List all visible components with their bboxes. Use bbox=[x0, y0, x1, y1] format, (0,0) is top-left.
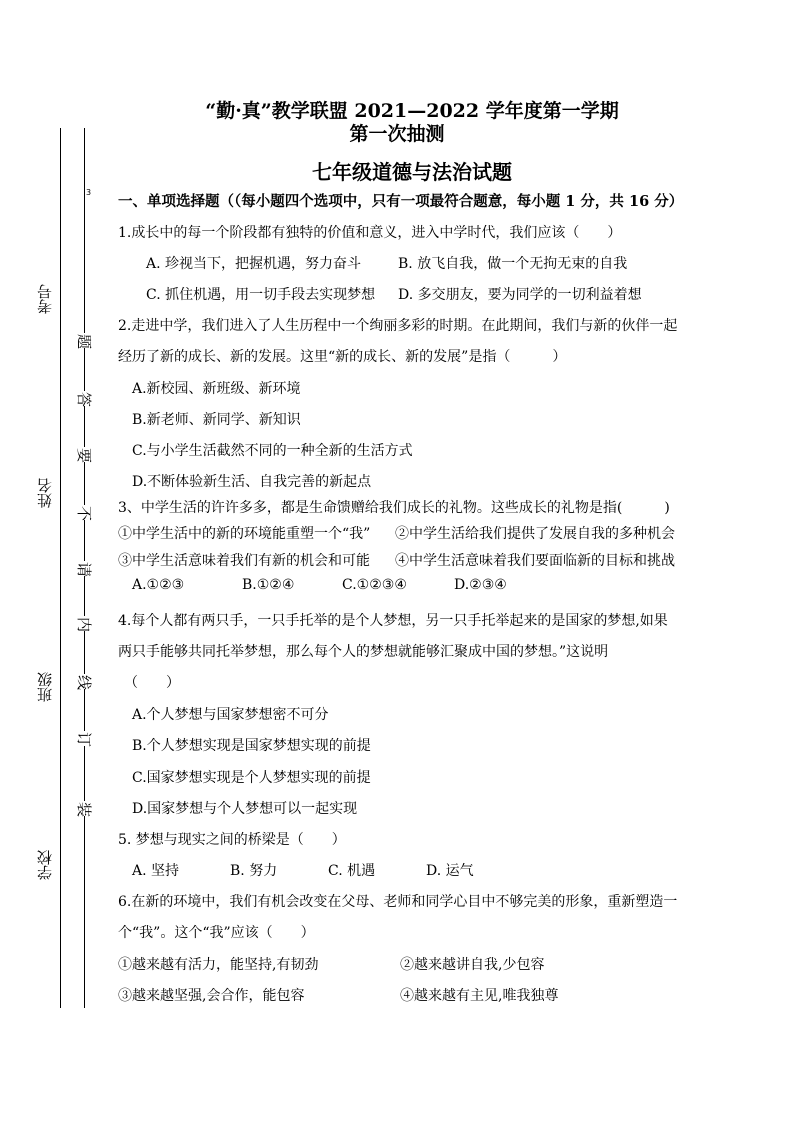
q5-option-b: B. 努力 bbox=[230, 863, 278, 879]
q1-option-d: D. 多交朋友，要为同学的一切利益着想 bbox=[398, 287, 642, 303]
student-name-label: 姓名 bbox=[36, 478, 54, 508]
q3-stem: 3、中学生活的许许多多，都是生命馈赠给我们成长的礼物。这些成长的礼物是指( ) bbox=[118, 500, 670, 516]
q2-stem-line1: 2.走进中学，我们进入了人生历程中一个绚丽多彩的时期。在此期间，我们与新的伙伴一起 bbox=[118, 318, 678, 334]
q3-statement-4: ④中学生活意味着我们要面临新的目标和挑战 bbox=[395, 553, 675, 569]
q3-option-c: C.①②③④ bbox=[342, 577, 407, 593]
q3-statement-3: ③中学生活意味着我们有新的机会和可能 bbox=[118, 553, 370, 569]
school-label: 学校 bbox=[36, 850, 54, 880]
q6-statement-4: ④越来越有主见,唯我独尊 bbox=[400, 988, 559, 1004]
q1-option-a: A. 珍视当下，把握机遇，努力奋斗 bbox=[146, 256, 362, 272]
q2-option-a: A.新校园、新班级、新环境 bbox=[132, 381, 301, 397]
seal-char: 不 bbox=[74, 505, 95, 520]
q1-option-c: C. 抓住机遇，用一切手段去实现梦想 bbox=[146, 287, 376, 303]
seal-char: 要 bbox=[74, 447, 95, 462]
class-label: 班级 bbox=[36, 672, 54, 702]
seal-char: 请 bbox=[74, 561, 95, 576]
q3-statement-1: ①中学生活中的新的环境能重塑一个“我” bbox=[118, 526, 371, 542]
q3-statement-2: ②中学生活给我们提供了发展自我的多种机会 bbox=[395, 526, 675, 542]
q6-stem-line1: 6.在新的环境中，我们有机会改变在父母、老师和同学心目中不够完美的形象，重新塑造一 bbox=[118, 894, 678, 910]
q5-option-d: D. 运气 bbox=[426, 863, 474, 879]
q5-option-c: C. 机遇 bbox=[328, 863, 376, 879]
margin-outer-line bbox=[60, 128, 61, 1008]
q4-stem-line1: 4.每个人都有两只手，一只手托举的是个人梦想，另一只手托举起来的是国家的梦想,如果 bbox=[118, 613, 668, 629]
q3-option-d: D.②③④ bbox=[454, 577, 507, 593]
q3-option-a: A.①②③ bbox=[132, 577, 185, 593]
q2-option-b: B.新老师、新同学、新知识 bbox=[132, 412, 301, 428]
q2-option-d: D.不断体验新生活、自我完善的新起点 bbox=[132, 474, 372, 490]
q4-option-a: A.个人梦想与国家梦想密不可分 bbox=[132, 707, 329, 723]
q4-stem-line2: 两只手能够共同托举梦想，那么每个人的梦想就能够汇聚成中国的梦想。”这说明 bbox=[118, 644, 609, 660]
seal-char: 题 bbox=[74, 333, 95, 348]
q4-stem-line3: （ ） bbox=[124, 675, 180, 691]
q1-stem: 1.成长中的每一个阶段都有独特的价值和意义，进入中学时代，我们应该（ ） bbox=[118, 225, 622, 241]
margin-small-mark: 3 bbox=[86, 188, 92, 197]
q5-option-a: A. 坚持 bbox=[132, 863, 180, 879]
section-heading: 一、单项选择题（（每小题四个选项中，只有一项最符合题意，每小题 1 分，共 16 分） bbox=[118, 193, 684, 210]
q2-stem-line2: 经历了新的成长、新的发展。这里“新的成长、新的发展”是指（ ） bbox=[118, 349, 567, 365]
q5-stem: 5. 梦想与现实之间的桥梁是（ ） bbox=[118, 832, 346, 848]
exam-subject-title: 七年级道德与法治试题 bbox=[312, 160, 512, 184]
q3-option-b: B.①②④ bbox=[242, 577, 295, 593]
q6-statement-3: ③越来越坚强,会合作，能包容 bbox=[118, 988, 305, 1004]
q2-option-c: C.与小学生活截然不同的一种全新的生活方式 bbox=[132, 443, 413, 459]
q1-option-b: B. 放飞自我，做一个无拘无束的自我 bbox=[398, 256, 628, 272]
q6-statement-2: ②越来越讲自我,少包容 bbox=[400, 957, 545, 973]
exam-number-label: 考号 bbox=[36, 284, 54, 314]
seal-char: 内 bbox=[74, 616, 95, 631]
seal-char: 订 bbox=[74, 731, 95, 746]
q6-stem-line2: 个“我”。这个“我”应该（ ） bbox=[118, 925, 315, 941]
exam-title-line1: “勤·真”教学联盟 2021—2022 学年度第一学期 bbox=[205, 100, 619, 122]
seal-char: 答 bbox=[74, 391, 95, 406]
q4-option-d: D.国家梦想与个人梦想可以一起实现 bbox=[132, 801, 358, 817]
q4-option-c: C.国家梦想实现是个人梦想实现的前提 bbox=[132, 770, 371, 786]
seal-char: 线 bbox=[74, 674, 95, 689]
q4-option-b: B.个人梦想实现是国家梦想实现的前提 bbox=[132, 738, 371, 754]
exam-title-line2: 第一次抽测 bbox=[349, 123, 445, 145]
q6-statement-1: ①越来越有活力，能坚持,有韧劲 bbox=[118, 957, 319, 973]
seal-char: 装 bbox=[74, 801, 95, 816]
